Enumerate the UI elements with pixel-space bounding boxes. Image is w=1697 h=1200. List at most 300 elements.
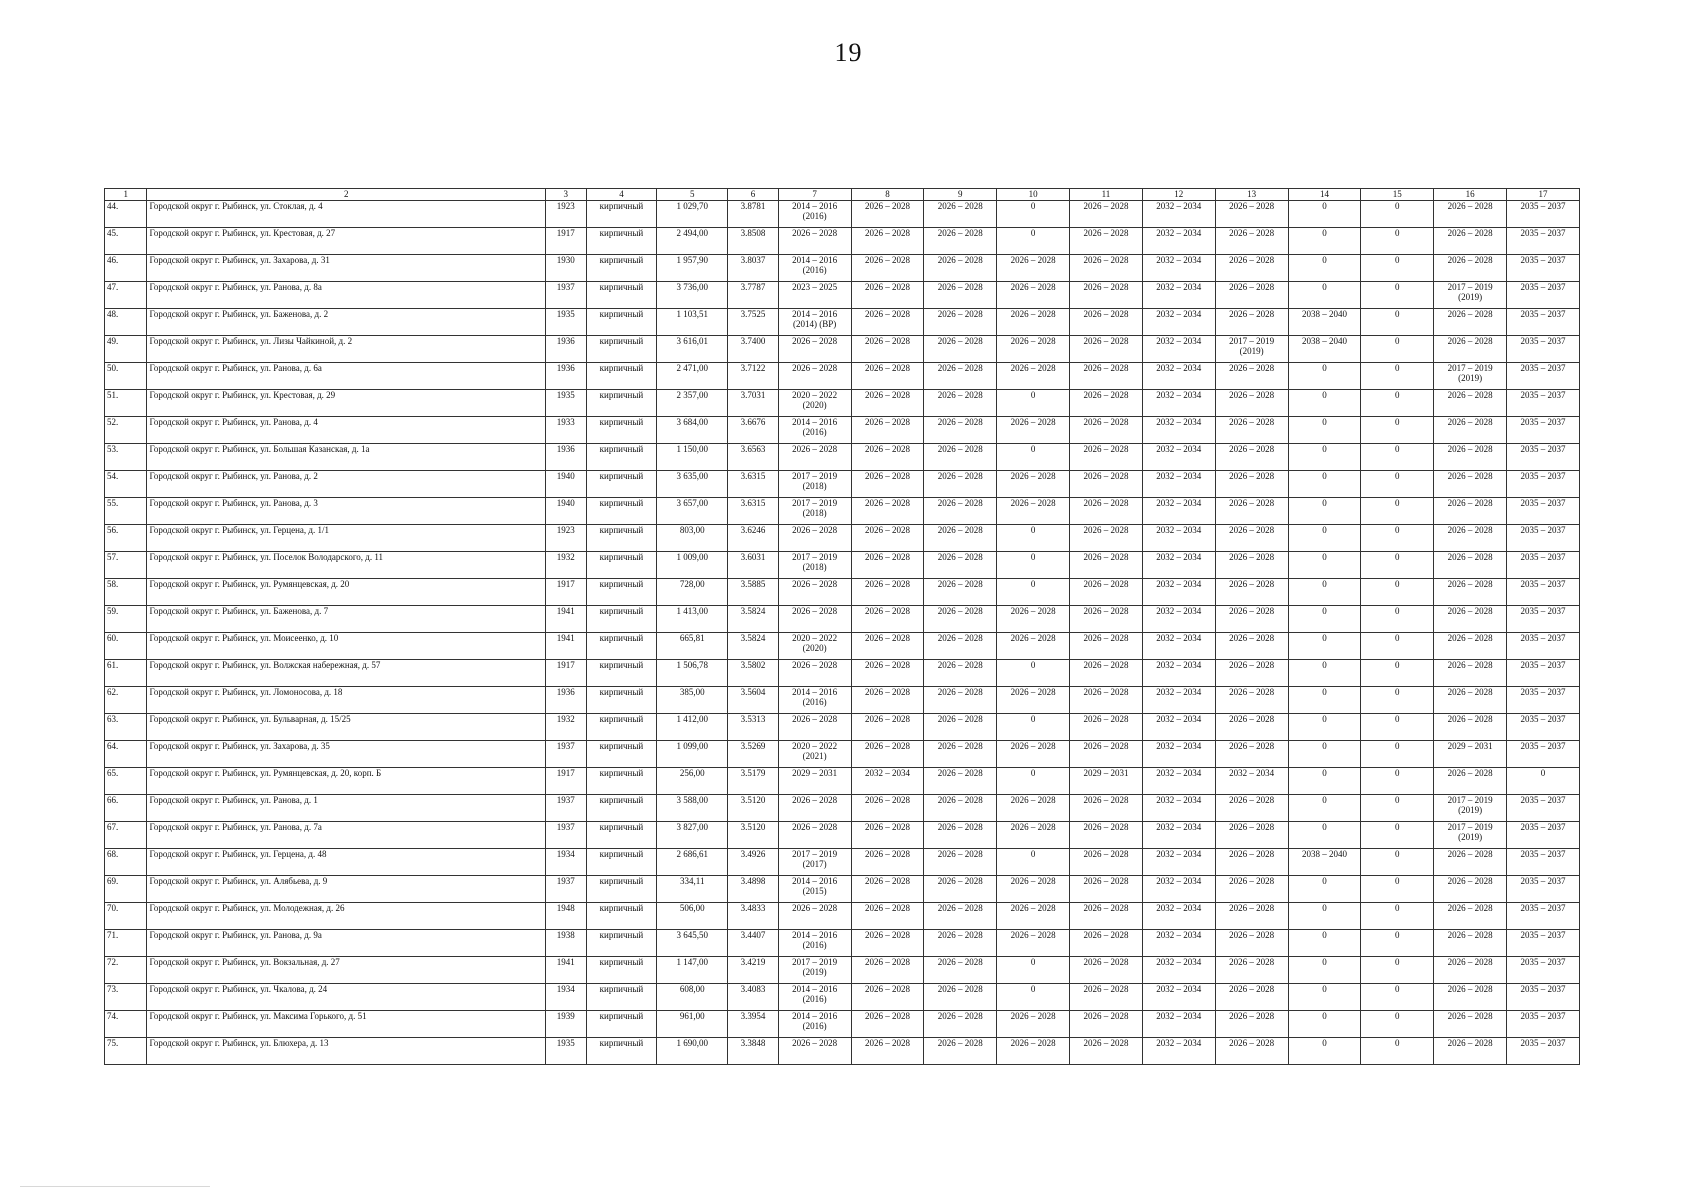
cell-col-5: 803,00 (657, 525, 728, 552)
cell-col-16: 2017 – 2019 (2019) (1434, 795, 1507, 822)
cell-col-4: кирпичный (586, 1038, 657, 1065)
table-row (105, 282, 1580, 309)
cell-col-9: 2026 – 2028 (924, 228, 997, 255)
cell-col-17: 2035 – 2037 (1507, 255, 1580, 282)
cell-col-12: 2032 – 2034 (1142, 552, 1215, 579)
cell-col-10: 0 (997, 714, 1070, 741)
cell-col-7: 2026 – 2028 (778, 606, 851, 633)
cell-col-6: 3.3848 (728, 1038, 779, 1065)
cell-col-9: 2026 – 2028 (924, 633, 997, 660)
cell-col-17: 2035 – 2037 (1507, 957, 1580, 984)
cell-col-9: 2026 – 2028 (924, 930, 997, 957)
cell-col-2: Городской округ г. Рыбинск, ул. Румянцевская, д. 20, корп. Б (147, 768, 546, 795)
cell-col-5: 3 588,00 (657, 795, 728, 822)
cell-col-2: Городской округ г. Рыбинск, ул. Лизы Чайкиной, д. 2 (147, 336, 546, 363)
cell-col-6: 3.5802 (728, 660, 779, 687)
cell-col-10: 2026 – 2028 (997, 795, 1070, 822)
cell-col-11: 2026 – 2028 (1070, 309, 1143, 336)
cell-col-9: 2026 – 2028 (924, 1011, 997, 1038)
cell-col-16: 2026 – 2028 (1434, 849, 1507, 876)
column-header-4: 4 (586, 189, 657, 201)
cell-col-6: 3.6563 (728, 444, 779, 471)
table-row (105, 336, 1580, 363)
cell-col-16: 2026 – 2028 (1434, 336, 1507, 363)
cell-col-5: 3 645,50 (657, 930, 728, 957)
cell-col-1: 75. (105, 1038, 147, 1065)
cell-col-10: 2026 – 2028 (997, 1038, 1070, 1065)
table-row (105, 903, 1580, 930)
cell-col-13: 2026 – 2028 (1215, 984, 1288, 1011)
cell-col-2: Городской округ г. Рыбинск, ул. Ранова, д. 3 (147, 498, 546, 525)
cell-col-15: 0 (1361, 309, 1434, 336)
cell-col-12: 2032 – 2034 (1142, 714, 1215, 741)
cell-col-12: 2032 – 2034 (1142, 741, 1215, 768)
column-header-8: 8 (851, 189, 924, 201)
cell-col-15: 0 (1361, 1038, 1434, 1065)
cell-col-11: 2026 – 2028 (1070, 228, 1143, 255)
cell-col-7: 2026 – 2028 (778, 444, 851, 471)
cell-col-8: 2026 – 2028 (851, 579, 924, 606)
cell-col-4: кирпичный (586, 1011, 657, 1038)
cell-col-5: 385,00 (657, 687, 728, 714)
table-row (105, 1011, 1580, 1038)
cell-col-10: 2026 – 2028 (997, 930, 1070, 957)
cell-col-2: Городской округ г. Рыбинск, ул. Моисеенко, д. 10 (147, 633, 546, 660)
cell-col-3: 1917 (546, 768, 586, 795)
column-header-16: 16 (1434, 189, 1507, 201)
cell-col-7: 2026 – 2028 (778, 336, 851, 363)
cell-col-17: 0 (1507, 768, 1580, 795)
cell-col-7: 2023 – 2025 (778, 282, 851, 309)
cell-col-15: 0 (1361, 660, 1434, 687)
cell-col-13: 2026 – 2028 (1215, 498, 1288, 525)
cell-col-9: 2026 – 2028 (924, 363, 997, 390)
cell-col-8: 2026 – 2028 (851, 282, 924, 309)
cell-col-8: 2026 – 2028 (851, 336, 924, 363)
cell-col-11: 2026 – 2028 (1070, 1038, 1143, 1065)
cell-col-4: кирпичный (586, 552, 657, 579)
cell-col-14: 0 (1288, 957, 1361, 984)
cell-col-13: 2026 – 2028 (1215, 282, 1288, 309)
table-row (105, 228, 1580, 255)
cell-col-12: 2032 – 2034 (1142, 498, 1215, 525)
table-row (105, 795, 1580, 822)
cell-col-12: 2032 – 2034 (1142, 471, 1215, 498)
cell-col-15: 0 (1361, 1011, 1434, 1038)
cell-col-13: 2026 – 2028 (1215, 363, 1288, 390)
cell-col-1: 72. (105, 957, 147, 984)
cell-col-9: 2026 – 2028 (924, 309, 997, 336)
cell-col-17: 2035 – 2037 (1507, 417, 1580, 444)
cell-col-3: 1937 (546, 876, 586, 903)
cell-col-8: 2026 – 2028 (851, 390, 924, 417)
cell-col-17: 2035 – 2037 (1507, 984, 1580, 1011)
cell-col-2: Городской округ г. Рыбинск, ул. Румянцевская, д. 20 (147, 579, 546, 606)
cell-col-2: Городской округ г. Рыбинск, ул. Большая Казанская, д. 1а (147, 444, 546, 471)
cell-col-10: 0 (997, 957, 1070, 984)
cell-col-3: 1941 (546, 606, 586, 633)
cell-col-9: 2026 – 2028 (924, 417, 997, 444)
cell-col-9: 2026 – 2028 (924, 255, 997, 282)
cell-col-17: 2035 – 2037 (1507, 741, 1580, 768)
cell-col-8: 2026 – 2028 (851, 417, 924, 444)
cell-col-4: кирпичный (586, 876, 657, 903)
cell-col-2: Городской округ г. Рыбинск, ул. Волжская набережная, д. 57 (147, 660, 546, 687)
column-header-15: 15 (1361, 189, 1434, 201)
cell-col-4: кирпичный (586, 768, 657, 795)
cell-col-14: 0 (1288, 579, 1361, 606)
cell-col-11: 2026 – 2028 (1070, 660, 1143, 687)
cell-col-6: 3.5604 (728, 687, 779, 714)
cell-col-15: 0 (1361, 768, 1434, 795)
cell-col-11: 2026 – 2028 (1070, 498, 1143, 525)
cell-col-14: 0 (1288, 1038, 1361, 1065)
cell-col-17: 2035 – 2037 (1507, 471, 1580, 498)
cell-col-4: кирпичный (586, 606, 657, 633)
cell-col-17: 2035 – 2037 (1507, 930, 1580, 957)
cell-col-8: 2026 – 2028 (851, 363, 924, 390)
column-header-3: 3 (546, 189, 586, 201)
cell-col-7: 2020 – 2022 (2020) (778, 390, 851, 417)
cell-col-10: 2026 – 2028 (997, 417, 1070, 444)
table-row (105, 660, 1580, 687)
cell-col-6: 3.4898 (728, 876, 779, 903)
cell-col-12: 2032 – 2034 (1142, 903, 1215, 930)
cell-col-1: 66. (105, 795, 147, 822)
cell-col-4: кирпичный (586, 903, 657, 930)
cell-col-6: 3.5269 (728, 741, 779, 768)
cell-col-8: 2026 – 2028 (851, 201, 924, 228)
cell-col-12: 2032 – 2034 (1142, 849, 1215, 876)
page-number: 19 (834, 38, 863, 67)
cell-col-17: 2035 – 2037 (1507, 444, 1580, 471)
cell-col-7: 2017 – 2019 (2019) (778, 957, 851, 984)
cell-col-1: 65. (105, 768, 147, 795)
cell-col-11: 2026 – 2028 (1070, 417, 1143, 444)
table-row (105, 714, 1580, 741)
cell-col-2: Городской округ г. Рыбинск, ул. Ранова, д. 1 (147, 795, 546, 822)
cell-col-10: 2026 – 2028 (997, 606, 1070, 633)
cell-col-8: 2026 – 2028 (851, 525, 924, 552)
cell-col-11: 2026 – 2028 (1070, 903, 1143, 930)
cell-col-9: 2026 – 2028 (924, 498, 997, 525)
cell-col-5: 3 827,00 (657, 822, 728, 849)
cell-col-14: 2038 – 2040 (1288, 336, 1361, 363)
cell-col-15: 0 (1361, 390, 1434, 417)
cell-col-10: 2026 – 2028 (997, 471, 1070, 498)
cell-col-13: 2026 – 2028 (1215, 525, 1288, 552)
cell-col-5: 1 150,00 (657, 444, 728, 471)
cell-col-4: кирпичный (586, 849, 657, 876)
cell-col-3: 1936 (546, 363, 586, 390)
cell-col-1: 61. (105, 660, 147, 687)
cell-col-7: 2029 – 2031 (778, 768, 851, 795)
cell-col-15: 0 (1361, 984, 1434, 1011)
cell-col-13: 2026 – 2028 (1215, 228, 1288, 255)
cell-col-8: 2026 – 2028 (851, 687, 924, 714)
cell-col-12: 2032 – 2034 (1142, 768, 1215, 795)
cell-col-4: кирпичный (586, 741, 657, 768)
cell-col-13: 2026 – 2028 (1215, 309, 1288, 336)
cell-col-3: 1923 (546, 525, 586, 552)
cell-col-2: Городской округ г. Рыбинск, ул. Крестовая, д. 29 (147, 390, 546, 417)
cell-col-14: 0 (1288, 498, 1361, 525)
cell-col-1: 62. (105, 687, 147, 714)
cell-col-15: 0 (1361, 525, 1434, 552)
cell-col-16: 2026 – 2028 (1434, 309, 1507, 336)
cell-col-8: 2026 – 2028 (851, 741, 924, 768)
cell-col-2: Городской округ г. Рыбинск, ул. Герцена, д. 1/1 (147, 525, 546, 552)
cell-col-11: 2026 – 2028 (1070, 957, 1143, 984)
cell-col-2: Городской округ г. Рыбинск, ул. Ломоносова, д. 18 (147, 687, 546, 714)
cell-col-11: 2026 – 2028 (1070, 525, 1143, 552)
cell-col-14: 0 (1288, 417, 1361, 444)
cell-col-5: 256,00 (657, 768, 728, 795)
cell-col-17: 2035 – 2037 (1507, 633, 1580, 660)
cell-col-13: 2017 – 2019 (2019) (1215, 336, 1288, 363)
cell-col-5: 1 009,00 (657, 552, 728, 579)
cell-col-11: 2026 – 2028 (1070, 849, 1143, 876)
cell-col-8: 2026 – 2028 (851, 606, 924, 633)
cell-col-12: 2032 – 2034 (1142, 1038, 1215, 1065)
cell-col-16: 2017 – 2019 (2019) (1434, 282, 1507, 309)
cell-col-17: 2035 – 2037 (1507, 876, 1580, 903)
cell-col-1: 47. (105, 282, 147, 309)
cell-col-10: 2026 – 2028 (997, 498, 1070, 525)
cell-col-16: 2026 – 2028 (1434, 633, 1507, 660)
cell-col-11: 2026 – 2028 (1070, 930, 1143, 957)
table-row (105, 984, 1580, 1011)
table-row (105, 957, 1580, 984)
cell-col-13: 2026 – 2028 (1215, 957, 1288, 984)
cell-col-1: 54. (105, 471, 147, 498)
cell-col-10: 0 (997, 552, 1070, 579)
cell-col-2: Городской округ г. Рыбинск, ул. Поселок Володарского, д. 11 (147, 552, 546, 579)
cell-col-12: 2032 – 2034 (1142, 363, 1215, 390)
cell-col-7: 2026 – 2028 (778, 822, 851, 849)
cell-col-4: кирпичный (586, 687, 657, 714)
cell-col-12: 2032 – 2034 (1142, 282, 1215, 309)
cell-col-9: 2026 – 2028 (924, 876, 997, 903)
cell-col-8: 2026 – 2028 (851, 876, 924, 903)
cell-col-1: 60. (105, 633, 147, 660)
cell-col-8: 2026 – 2028 (851, 984, 924, 1011)
cell-col-1: 64. (105, 741, 147, 768)
cell-col-7: 2026 – 2028 (778, 795, 851, 822)
cell-col-14: 0 (1288, 606, 1361, 633)
cell-col-15: 0 (1361, 903, 1434, 930)
cell-col-3: 1932 (546, 552, 586, 579)
cell-col-14: 0 (1288, 822, 1361, 849)
cell-col-10: 0 (997, 444, 1070, 471)
cell-col-2: Городской округ г. Рыбинск, ул. Ранова, д. 6а (147, 363, 546, 390)
cell-col-17: 2035 – 2037 (1507, 552, 1580, 579)
cell-col-5: 608,00 (657, 984, 728, 1011)
cell-col-11: 2026 – 2028 (1070, 741, 1143, 768)
cell-col-17: 2035 – 2037 (1507, 1011, 1580, 1038)
table-row (105, 687, 1580, 714)
cell-col-4: кирпичный (586, 579, 657, 606)
cell-col-13: 2026 – 2028 (1215, 255, 1288, 282)
cell-col-12: 2032 – 2034 (1142, 228, 1215, 255)
cell-col-2: Городской округ г. Рыбинск, ул. Ранова, д. 2 (147, 471, 546, 498)
cell-col-1: 51. (105, 390, 147, 417)
cell-col-17: 2035 – 2037 (1507, 606, 1580, 633)
cell-col-12: 2032 – 2034 (1142, 606, 1215, 633)
cell-col-1: 63. (105, 714, 147, 741)
column-header-10: 10 (997, 189, 1070, 201)
cell-col-9: 2026 – 2028 (924, 1038, 997, 1065)
cell-col-14: 0 (1288, 768, 1361, 795)
cell-col-6: 3.4083 (728, 984, 779, 1011)
cell-col-8: 2026 – 2028 (851, 714, 924, 741)
cell-col-13: 2026 – 2028 (1215, 660, 1288, 687)
cell-col-11: 2026 – 2028 (1070, 633, 1143, 660)
cell-col-15: 0 (1361, 255, 1434, 282)
cell-col-13: 2026 – 2028 (1215, 390, 1288, 417)
cell-col-5: 3 616,01 (657, 336, 728, 363)
cell-col-8: 2026 – 2028 (851, 1011, 924, 1038)
cell-col-16: 2026 – 2028 (1434, 228, 1507, 255)
cell-col-4: кирпичный (586, 822, 657, 849)
cell-col-6: 3.5885 (728, 579, 779, 606)
header-row (105, 189, 1580, 201)
cell-col-2: Городской округ г. Рыбинск, ул. Ранова, д. 9а (147, 930, 546, 957)
cell-col-6: 3.5313 (728, 714, 779, 741)
cell-col-12: 2032 – 2034 (1142, 579, 1215, 606)
cell-col-12: 2032 – 2034 (1142, 876, 1215, 903)
cell-col-16: 2026 – 2028 (1434, 768, 1507, 795)
cell-col-11: 2026 – 2028 (1070, 1011, 1143, 1038)
cell-col-16: 2026 – 2028 (1434, 417, 1507, 444)
cell-col-16: 2026 – 2028 (1434, 930, 1507, 957)
cell-col-7: 2014 – 2016 (2014) (ВР) (778, 309, 851, 336)
column-header-13: 13 (1215, 189, 1288, 201)
table-row (105, 417, 1580, 444)
cell-col-12: 2032 – 2034 (1142, 984, 1215, 1011)
cell-col-17: 2035 – 2037 (1507, 822, 1580, 849)
cell-col-9: 2026 – 2028 (924, 741, 997, 768)
cell-col-7: 2026 – 2028 (778, 228, 851, 255)
cell-col-1: 70. (105, 903, 147, 930)
cell-col-14: 2038 – 2040 (1288, 309, 1361, 336)
cell-col-16: 2026 – 2028 (1434, 660, 1507, 687)
cell-col-15: 0 (1361, 822, 1434, 849)
cell-col-10: 2026 – 2028 (997, 255, 1070, 282)
cell-col-4: кирпичный (586, 228, 657, 255)
cell-col-6: 3.7400 (728, 336, 779, 363)
housing-table-container (104, 188, 1580, 1065)
cell-col-8: 2026 – 2028 (851, 309, 924, 336)
cell-col-3: 1937 (546, 741, 586, 768)
table-row (105, 552, 1580, 579)
cell-col-10: 0 (997, 849, 1070, 876)
cell-col-7: 2026 – 2028 (778, 363, 851, 390)
cell-col-6: 3.7787 (728, 282, 779, 309)
cell-col-6: 3.7525 (728, 309, 779, 336)
column-header-6: 6 (728, 189, 779, 201)
cell-col-12: 2032 – 2034 (1142, 201, 1215, 228)
cell-col-9: 2026 – 2028 (924, 390, 997, 417)
cell-col-4: кирпичный (586, 390, 657, 417)
cell-col-11: 2026 – 2028 (1070, 363, 1143, 390)
cell-col-15: 0 (1361, 795, 1434, 822)
cell-col-11: 2029 – 2031 (1070, 768, 1143, 795)
cell-col-1: 59. (105, 606, 147, 633)
table-row (105, 822, 1580, 849)
scan-artifact-line (20, 1186, 210, 1187)
cell-col-17: 2035 – 2037 (1507, 687, 1580, 714)
cell-col-8: 2026 – 2028 (851, 957, 924, 984)
cell-col-17: 2035 – 2037 (1507, 525, 1580, 552)
cell-col-5: 2 686,61 (657, 849, 728, 876)
cell-col-8: 2026 – 2028 (851, 444, 924, 471)
cell-col-10: 0 (997, 579, 1070, 606)
cell-col-14: 0 (1288, 525, 1361, 552)
table-row (105, 1038, 1580, 1065)
cell-col-9: 2026 – 2028 (924, 957, 997, 984)
cell-col-13: 2026 – 2028 (1215, 1038, 1288, 1065)
cell-col-17: 2035 – 2037 (1507, 309, 1580, 336)
cell-col-10: 0 (997, 525, 1070, 552)
cell-col-1: 49. (105, 336, 147, 363)
cell-col-6: 3.5120 (728, 822, 779, 849)
cell-col-3: 1937 (546, 282, 586, 309)
cell-col-6: 3.5120 (728, 795, 779, 822)
cell-col-12: 2032 – 2034 (1142, 309, 1215, 336)
cell-col-5: 1 099,00 (657, 741, 728, 768)
cell-col-3: 1940 (546, 471, 586, 498)
cell-col-12: 2032 – 2034 (1142, 525, 1215, 552)
cell-col-14: 0 (1288, 444, 1361, 471)
cell-col-1: 56. (105, 525, 147, 552)
cell-col-11: 2026 – 2028 (1070, 876, 1143, 903)
cell-col-5: 1 147,00 (657, 957, 728, 984)
cell-col-10: 2026 – 2028 (997, 687, 1070, 714)
cell-col-14: 2038 – 2040 (1288, 849, 1361, 876)
cell-col-6: 3.4219 (728, 957, 779, 984)
cell-col-14: 0 (1288, 282, 1361, 309)
cell-col-9: 2026 – 2028 (924, 660, 997, 687)
cell-col-12: 2032 – 2034 (1142, 795, 1215, 822)
cell-col-12: 2032 – 2034 (1142, 444, 1215, 471)
cell-col-5: 1 029,70 (657, 201, 728, 228)
cell-col-9: 2026 – 2028 (924, 471, 997, 498)
cell-col-11: 2026 – 2028 (1070, 390, 1143, 417)
cell-col-14: 0 (1288, 714, 1361, 741)
cell-col-13: 2026 – 2028 (1215, 714, 1288, 741)
cell-col-1: 69. (105, 876, 147, 903)
cell-col-3: 1941 (546, 633, 586, 660)
cell-col-6: 3.4833 (728, 903, 779, 930)
cell-col-10: 2026 – 2028 (997, 741, 1070, 768)
cell-col-6: 3.8781 (728, 201, 779, 228)
cell-col-6: 3.5824 (728, 633, 779, 660)
cell-col-3: 1917 (546, 579, 586, 606)
cell-col-11: 2026 – 2028 (1070, 552, 1143, 579)
cell-col-9: 2026 – 2028 (924, 525, 997, 552)
cell-col-9: 2026 – 2028 (924, 579, 997, 606)
cell-col-1: 46. (105, 255, 147, 282)
cell-col-2: Городской округ г. Рыбинск, ул. Герцена, д. 48 (147, 849, 546, 876)
cell-col-15: 0 (1361, 471, 1434, 498)
cell-col-3: 1936 (546, 687, 586, 714)
cell-col-11: 2026 – 2028 (1070, 822, 1143, 849)
cell-col-7: 2014 – 2016 (2016) (778, 201, 851, 228)
cell-col-17: 2035 – 2037 (1507, 1038, 1580, 1065)
cell-col-13: 2026 – 2028 (1215, 930, 1288, 957)
cell-col-10: 2026 – 2028 (997, 363, 1070, 390)
